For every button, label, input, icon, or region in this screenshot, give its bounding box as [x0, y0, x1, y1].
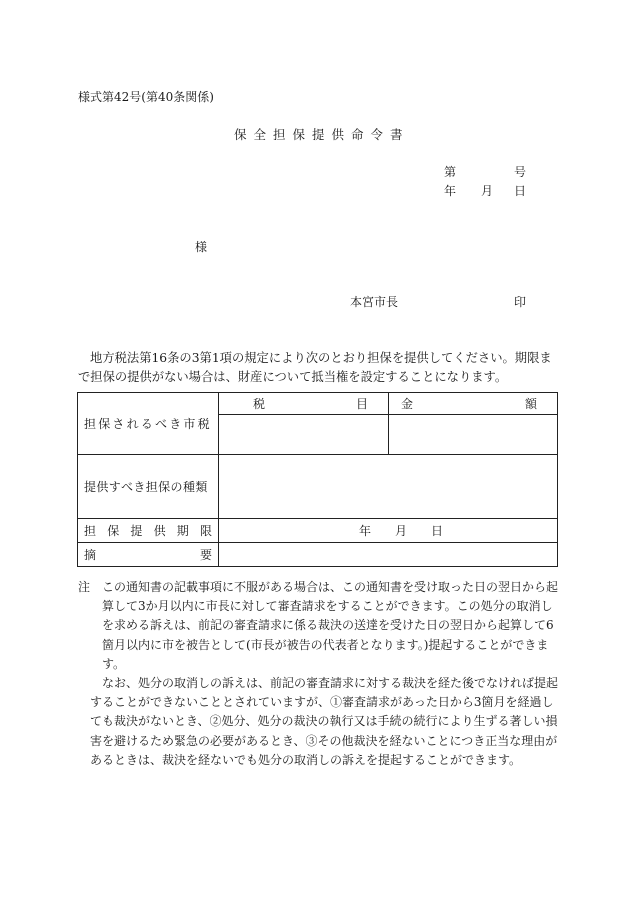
deadline-label-char: 供: [153, 524, 166, 538]
addressee-suffix: 様: [195, 240, 208, 254]
table-header-row: [78, 393, 558, 415]
deadline-year: 年: [359, 524, 372, 538]
notice-paragraph-1: [78, 578, 558, 674]
remarks-label-char: 摘: [84, 548, 97, 562]
date-year-label: 年: [444, 184, 457, 198]
tax-item-header: [219, 393, 389, 415]
deadline-date-cell[interactable]: [219, 519, 558, 543]
deadline-label-char: 限: [199, 524, 212, 538]
number-prefix: 第: [444, 165, 457, 179]
remarks-row: [78, 543, 558, 567]
deadline-label-char: 期: [176, 524, 189, 538]
remarks-label: [78, 543, 219, 567]
seal-mark: 印: [514, 295, 527, 309]
remarks-label-char: 要: [199, 548, 212, 562]
deadline-label-char: 提: [130, 524, 143, 538]
tax-item-header-char: 税: [253, 397, 266, 411]
intro-paragraph: 地方税法第16条の3第1項の規定により次のとおり担保を提供してください。期限まで担保の提供がない場合は、財産について抵当権を設定することになります。: [78, 351, 552, 384]
notice-text-1: この通知書の記載事項に不服がある場合は、この通知書を受け取った日の翌日から起算して3か月以内に市長に対して審査請求をすることができます。この処分の取消しを求める訴えは、前記の審査請求に係る裁決の送達を受けた日の翌日から起算して6箇月以内に市を被告として(市長が被告の代表者となります。)提起することができます。: [102, 580, 559, 671]
notice-paragraph-2: なお、処分の取消しの訴えは、前記の審査請求に対する裁決を経た後でなければ提起することができないこととされていますが、①審査請求があった日から3箇月を経過しても裁決がないとき、②処分、処分の裁決の執行又は手続の続行により生ずる著しい損害を避けるため緊急の必要があるとき、③その他裁決を経ないことにつき正当な理由があるときは、裁決を経ないでも処分の取消しの訴えを提起することができます。: [90, 676, 559, 767]
document-title: 保全担保提供命令書: [234, 127, 410, 142]
date-day-label: 日: [514, 184, 527, 198]
amount-header-char: 額: [524, 397, 537, 411]
collateral-table: [77, 392, 558, 567]
deadline-label-char: 保: [107, 524, 120, 538]
remarks-cell[interactable]: [219, 543, 558, 567]
deadline-day: 日: [431, 524, 444, 538]
notice-mark: 注: [78, 580, 91, 594]
issuer-name: 本宮市長: [350, 295, 399, 309]
appeal-notice: [78, 578, 558, 770]
tax-item-cell[interactable]: [219, 415, 389, 455]
tax-item-header-char: 目: [355, 397, 368, 411]
amount-header: [389, 393, 558, 415]
tax-row-label: 担保されるべき市税: [78, 393, 219, 455]
collateral-row: [78, 455, 558, 519]
date-month-label: 月: [481, 184, 494, 198]
deadline-label-char: 担: [84, 524, 97, 538]
amount-cell[interactable]: [389, 415, 558, 455]
deadline-label: [78, 519, 219, 543]
number-suffix: 号: [514, 165, 527, 179]
deadline-month: 月: [395, 524, 408, 538]
collateral-cell[interactable]: [219, 455, 558, 519]
amount-header-char: 金: [401, 397, 414, 411]
form-number-label: 様式第42号(第40条関係): [78, 90, 214, 104]
deadline-row: [78, 519, 558, 543]
collateral-label: 提供すべき担保の種類: [78, 455, 219, 519]
